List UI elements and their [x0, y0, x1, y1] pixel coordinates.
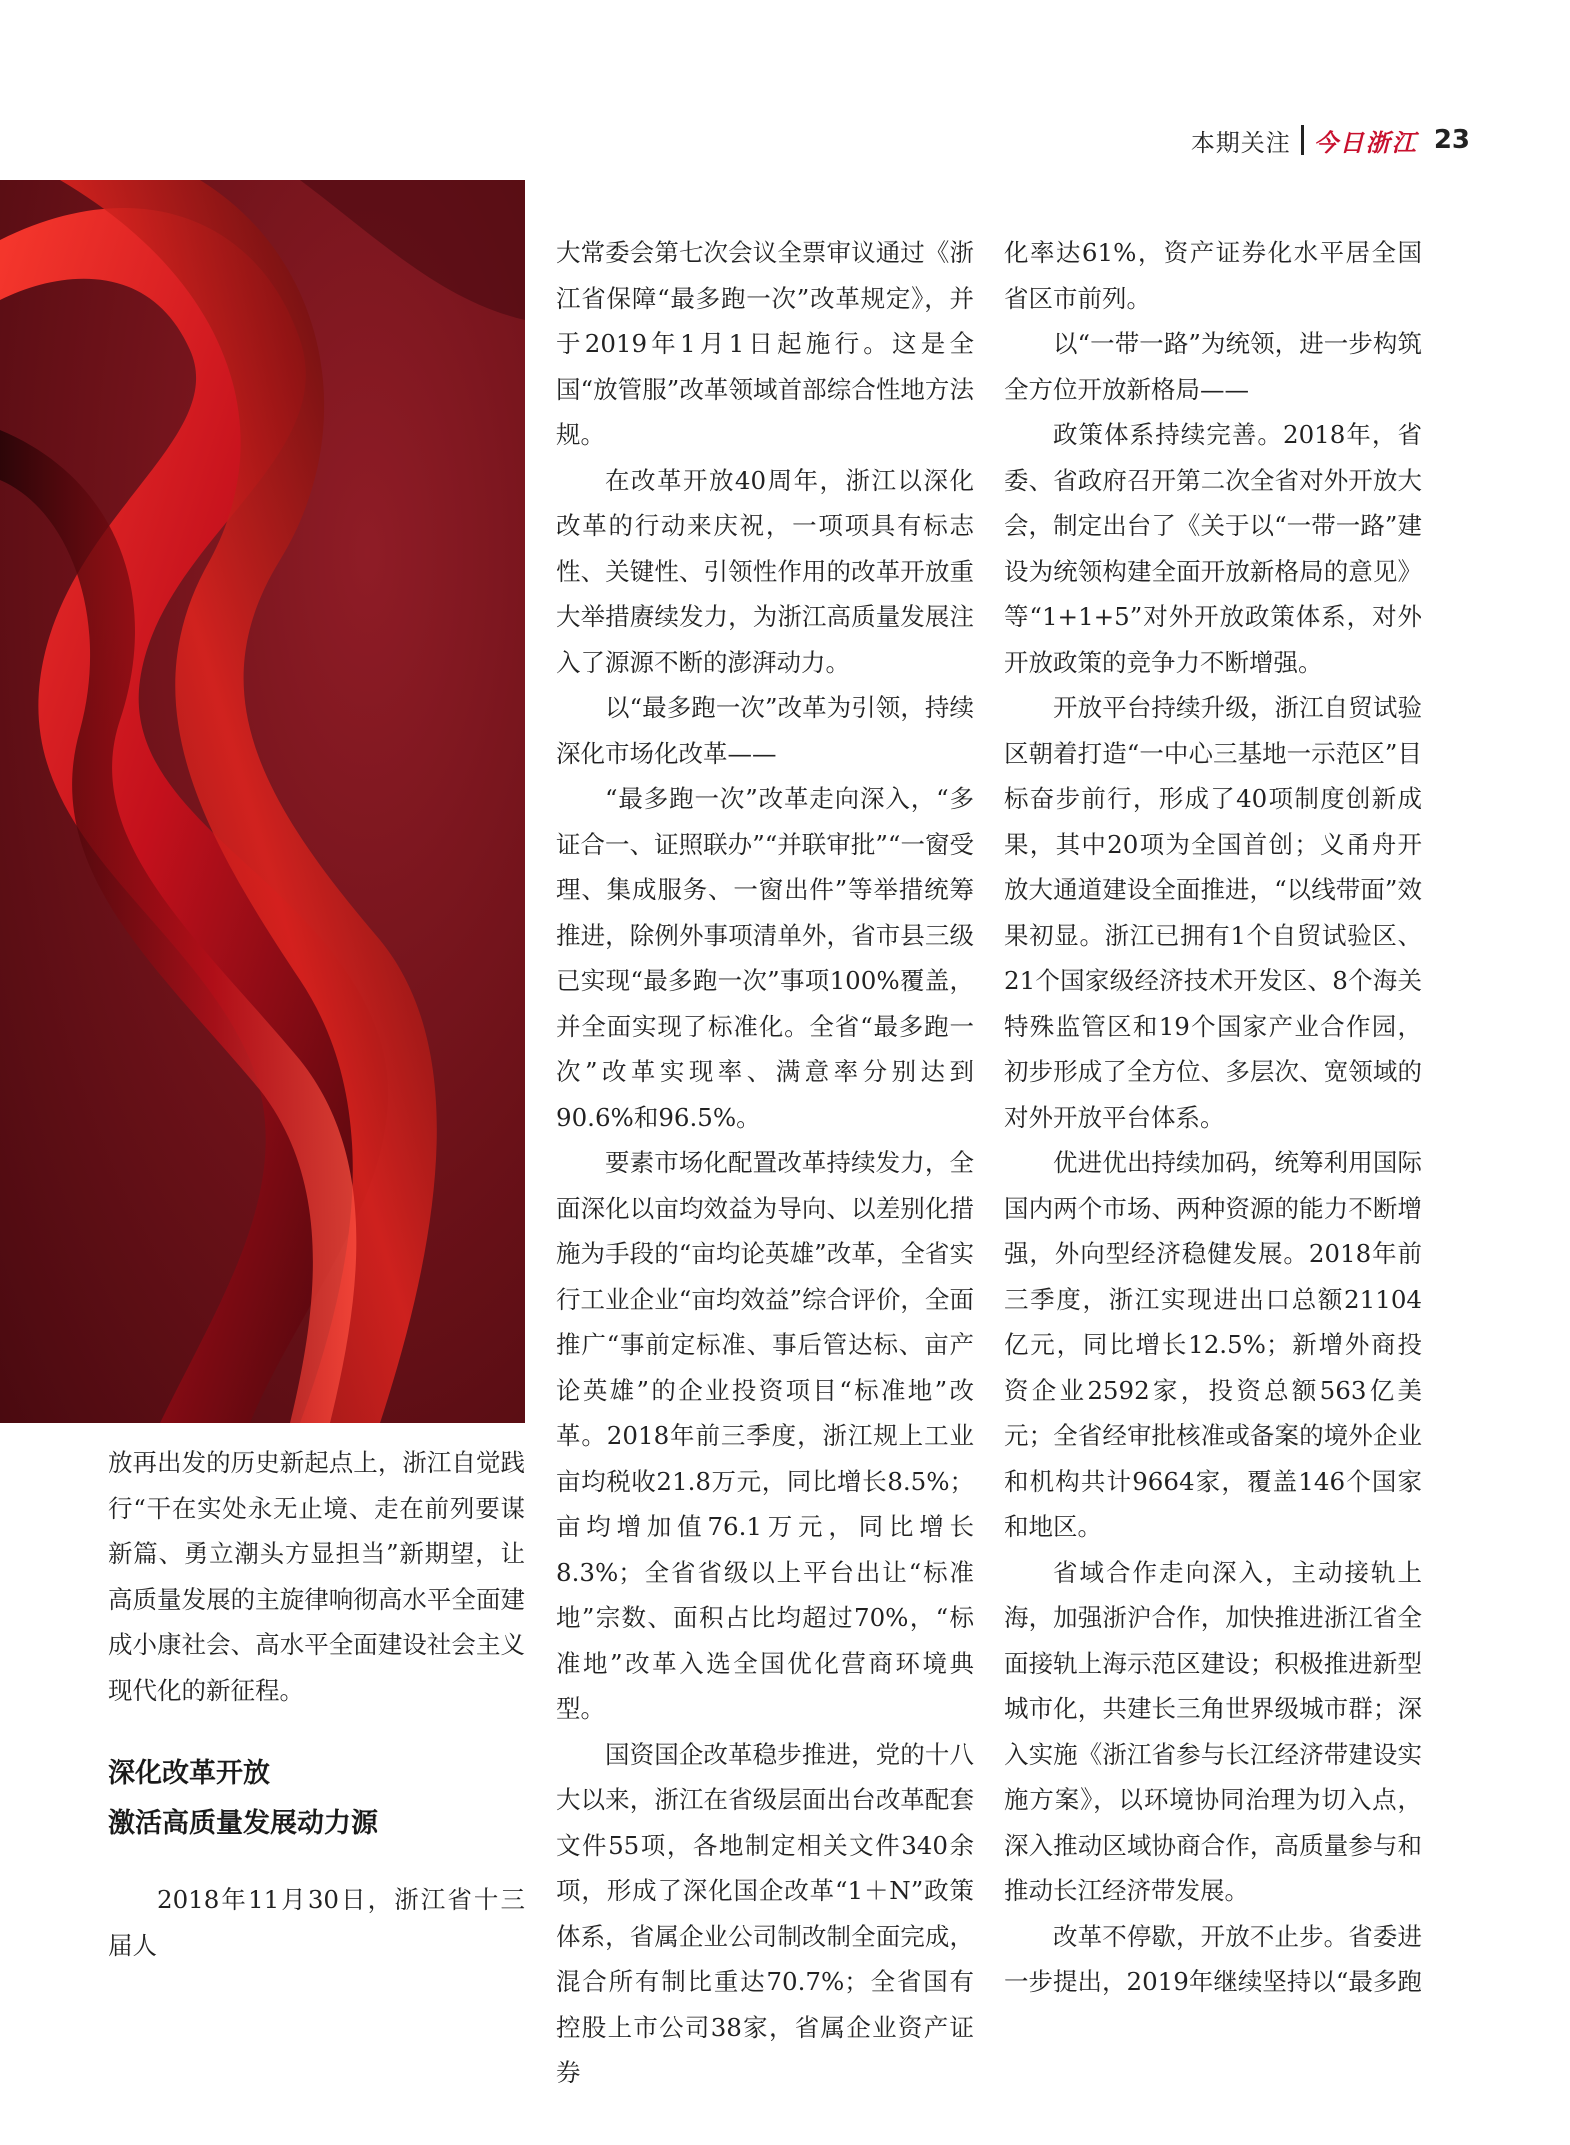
- paragraph: 优进优出持续加码，统筹利用国际国内两个市场、两种资源的能力不断增强，外向型经济稳健发展。2018年前三季度，浙江实现进出口总额21104亿元，同比增长12.5%；新增外商投资企业2592家，投资总额563亿美元；全省经审批核准或备案的境外企业和机构共计9664家，覆盖146个国家和地区。: [1004, 1148, 1422, 1541]
- paragraph: 放再出发的历史新起点上，浙江自觉践行“干在实处永无止境、走在前列要谋新篇、勇立潮头方显担当”新期望，让高质量发展的主旋律响彻高水平全面建成小康社会、高水平全面建设社会主义现代化的新征程。: [108, 1448, 525, 1705]
- page-number: 23: [1433, 125, 1470, 155]
- hero-image-red-ribbon: [0, 180, 525, 1423]
- paragraph: 改革不停歇，开放不止步。省委进一步提出，2019年继续坚持以“最多跑: [1004, 1921, 1422, 1996]
- magazine-logo: 今日浙江: [1313, 127, 1418, 157]
- paragraph: “最多跑一次”改革走向深入，“多证合一、证照联办”“并联审批”“一窗受理、集成服务、一窗出件”等举措统筹推进，除例外事项清单外，省市县三级已实现“最多跑一次”事项100%覆盖，并全面实现了标准化。全省“最多跑一次”改革实现率、满意率分别达到90.6%和96.5%。: [556, 784, 974, 1132]
- section-heading-line-2: 激活高质量发展动力源: [108, 1808, 378, 1839]
- section-label: 本期关注: [1190, 128, 1291, 157]
- header-divider: [1301, 125, 1304, 155]
- paragraph: 开放平台持续升级，浙江自贸试验区朝着打造“一中心三基地一示范区”目标奋步前行，形成了40项制度创新成果，其中20项为全国首创；义甬舟开放大通道建设全面推进，“以线带面”效果初显。浙江已拥有1个自贸试验区、21个国家级经济技术开发区、8个海关特殊监管区和19个国家产业合作园，初步形成了全方位、多层次、宽领域的对外开放平台体系。: [1004, 693, 1422, 1132]
- paragraph: 政策体系持续完善。2018年，省委、省政府召开第二次全省对外开放大会，制定出台了《关于以“一带一路”建设为统领构建全面开放新格局的意见》等“1+1+5”对外开放政策体系，对外开放政策的竞争力不断增强。: [1004, 420, 1422, 677]
- paragraph: 要素市场化配置改革持续发力，全面深化以亩均效益为导向、以差别化措施为手段的“亩均论英雄”改革，全省实行工业企业“亩均效益”综合评价，全面推广“事前定标准、事后管达标、亩产论英雄”的企业投资项目“标准地”改革。2018年前三季度，浙江规上工业亩均税收21.8万元，同比增长8.5%；亩均增加值76.1万元，同比增长8.3%；全省省级以上平台出让“标准地”宗数、面积占比均超过70%，“标准地”改革入选全国优化营商环境典型。: [556, 1148, 974, 1723]
- ribbon-illustration: [0, 180, 525, 1423]
- paragraph: 以“最多跑一次”改革为引领，持续深化市场化改革——: [556, 693, 974, 768]
- paragraph: 国资国企改革稳步推进，党的十八大以来，浙江在省级层面出台改革配套文件55项，各地制定相关文件340余项，形成了深化国企改革“1＋N”政策体系，省属企业公司制改制全面完成，混合所有制比重达70.7%；全省国有控股上市公司38家，省属企业资产证券: [556, 1739, 974, 2087]
- paragraph: 2018年11月30日，浙江省十三届人: [108, 1885, 525, 1960]
- text-column-2: [556, 230, 974, 2096]
- text-column-1: [108, 1440, 525, 1968]
- paragraph: 大常委会第七次会议全票审议通过《浙江省保障“最多跑一次”改革规定》，并于2019年1月1日起施行。这是全国“放管服”改革领域首部综合性地方法规。: [556, 238, 974, 449]
- text-column-3: [1004, 230, 1422, 2005]
- section-heading-line-1: 深化改革开放: [108, 1758, 270, 1789]
- paragraph: 以“一带一路”为统领，进一步构筑全方位开放新格局——: [1004, 329, 1422, 404]
- paragraph: 省域合作走向深入，主动接轨上海，加强浙沪合作，加快推进浙江省全面接轨上海示范区建设；积极推进新型城市化，共建长三角世界级城市群；深入实施《浙江省参与长江经济带建设实施方案》，以环境协同治理为切入点，深入推动区域协商合作，高质量参与和推动长江经济带发展。: [1004, 1557, 1422, 1905]
- page-header: [1191, 120, 1470, 160]
- paragraph: 在改革开放40周年，浙江以深化改革的行动来庆祝，一项项具有标志性、关键性、引领性作用的改革开放重大举措赓续发力，为浙江高质量发展注入了源源不断的澎湃动力。: [556, 465, 974, 677]
- paragraph: 化率达61%，资产证券化水平居全国省区市前列。: [1004, 238, 1422, 313]
